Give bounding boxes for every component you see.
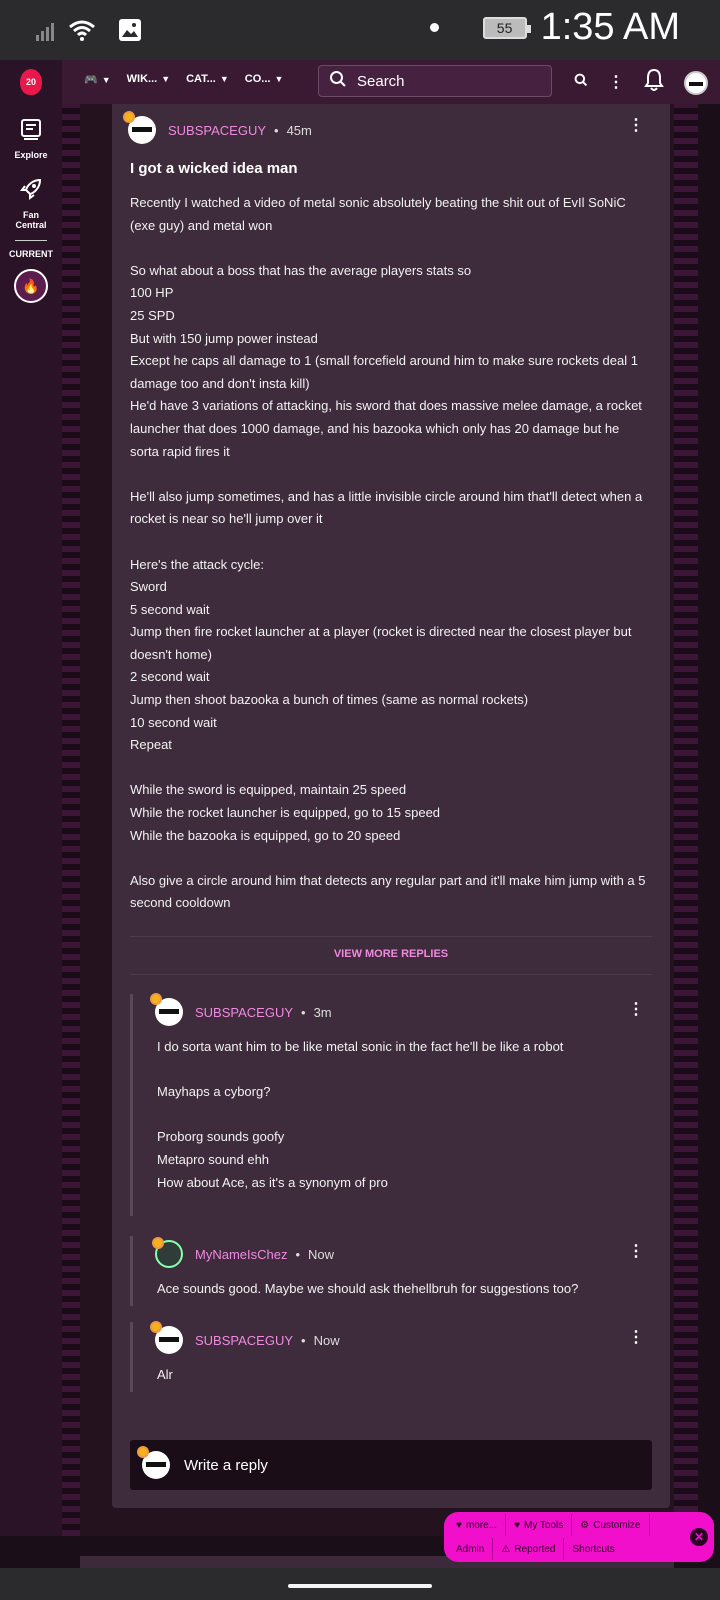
- bullet-separator: •: [295, 1246, 301, 1262]
- toolbar-label: more...: [465, 1519, 498, 1531]
- status-left: [36, 18, 142, 47]
- left-sidebar: [0, 104, 62, 1536]
- my-tools-button[interactable]: [506, 1514, 572, 1536]
- sidebar-item-fan-central[interactable]: [0, 178, 62, 230]
- post-card: [112, 104, 670, 1508]
- home-indicator[interactable]: [288, 1584, 432, 1588]
- reply-item: [130, 1236, 579, 1306]
- sidebar-divider: [15, 240, 47, 241]
- reply-time: Now: [308, 1246, 335, 1262]
- badge-icon: [150, 993, 162, 1005]
- reply-author[interactable]: SUBSPACEGUY: [195, 1004, 294, 1020]
- search-icon[interactable]: [574, 73, 588, 92]
- search-placeholder: Search: [357, 72, 405, 90]
- nav-item-label: CO...: [244, 73, 271, 85]
- status-right: [430, 6, 680, 49]
- sidebar-current-label: CURRENT: [9, 249, 53, 259]
- avatar[interactable]: [155, 1240, 183, 1268]
- reply-header: [155, 1240, 334, 1268]
- reply-body: Ace sounds good. Maybe we should ask thehellbruh for suggestions too?: [157, 1281, 579, 1296]
- reply-header: [155, 1326, 340, 1354]
- toolbar-label: Reported: [514, 1543, 556, 1555]
- post-title: I got a wicked idea man: [130, 160, 298, 177]
- bullet-separator: •: [274, 122, 279, 138]
- battery-icon: 55: [483, 17, 527, 39]
- nav-item-label: CAT...: [186, 73, 216, 85]
- customize-button[interactable]: [572, 1514, 649, 1536]
- clock: 1:35 AM: [540, 6, 680, 48]
- avatar[interactable]: [155, 998, 183, 1026]
- post-time: 45m: [286, 122, 312, 138]
- more-button[interactable]: [448, 1514, 506, 1536]
- toolbar-row-bottom: [448, 1538, 623, 1560]
- avatar[interactable]: [128, 116, 156, 144]
- decorative-pattern-left: [62, 104, 80, 1536]
- post-author[interactable]: SUBSPACEGUY: [168, 122, 267, 138]
- nav-icons: [574, 68, 708, 97]
- chevron-down-icon: ▼: [161, 74, 171, 84]
- view-more-replies-button[interactable]: VIEW MORE REPLIES: [333, 948, 449, 960]
- signal-icon: [36, 19, 58, 46]
- divider: [130, 936, 652, 937]
- badge-icon: [137, 1446, 149, 1458]
- avatar-face: [132, 127, 152, 132]
- reply-time: 3m: [313, 1004, 332, 1020]
- explore-icon: [20, 118, 42, 146]
- nav-item-label: WIK...: [126, 73, 158, 85]
- gear-icon: ⚙: [580, 1519, 590, 1531]
- shortcuts-button[interactable]: [564, 1538, 622, 1560]
- user-avatar[interactable]: [684, 71, 708, 95]
- search-icon: [329, 70, 347, 92]
- decorative-pattern-right: [674, 104, 698, 1536]
- gallery-icon: [118, 18, 142, 47]
- reported-button[interactable]: [493, 1538, 564, 1560]
- nav-item-community[interactable]: [245, 73, 284, 86]
- chevron-down-icon: ▼: [101, 75, 111, 85]
- avatar-face: [146, 1462, 166, 1467]
- reply-placeholder: Write a reply: [184, 1456, 268, 1474]
- close-icon[interactable]: ✕: [690, 1528, 708, 1546]
- sidebar-item-label: Explore: [14, 150, 48, 160]
- heart-icon: ♥: [514, 1519, 520, 1531]
- avatar-face: [159, 1337, 179, 1342]
- post-body: Recently I watched a video of metal sonic absolutely beating the shit out of EvIl SoNiC (exe guy) and metal won So what about a boss that has the average players stats so 100 HP 25 SPD But with 150 jump power instead Except he caps all damage to 1 (small forcefield around him to make sure rockets deal 1 damage too and don't insta kill) He'd have 3 variations of attacking, his sword that does massive melee damage, a rocket launcher that does 1000 damage, and his bazooka which only has 20 damage but he sorta rapid fires it He'll also jump sometimes, and has a little invisible circle around him that'll detect when a rocket is near so he'll jump over it Here's the attack cycle: Sword 5 second wait Jump then fire rocket launcher at a player (rocket is directed near the closest player but doesn't home) 2 second wait Jump then shoot bazooka a bunch of times (same as normal rockets) 10 second wait Repeat While the sword is equipped, maintain 25 speed While the rocket launcher is equipped, go to 15 speed While the bazooka is equipped, go to 20 speed Also give a circle around him that detects any regular part and it'll make him jump with a 5 second cooldown: [130, 195, 646, 911]
- avatar-face: [159, 1009, 179, 1014]
- reply-item: [130, 1322, 340, 1392]
- flame-icon: [20, 69, 42, 95]
- warning-icon: ⚠: [501, 1543, 511, 1555]
- reply-time: Now: [313, 1332, 340, 1348]
- toolbar-row-top: [448, 1514, 650, 1536]
- sidebar-item-label: Fan Central: [15, 210, 47, 230]
- game-controller-icon: 🎮: [84, 74, 98, 86]
- divider: [130, 974, 652, 975]
- admin-button[interactable]: [448, 1538, 493, 1560]
- logo-badge: 20: [25, 77, 36, 87]
- reply-body: Alr: [157, 1367, 173, 1382]
- reply-author[interactable]: SUBSPACEGUY: [195, 1332, 294, 1348]
- nav-menu: [84, 73, 283, 86]
- status-bar: [0, 0, 720, 60]
- notification-dot: [430, 23, 439, 32]
- heart-icon: ♥: [456, 1519, 462, 1531]
- rocket-icon: [20, 178, 42, 206]
- nav-item-categories[interactable]: [186, 73, 229, 86]
- nav-item-wiki[interactable]: [127, 73, 170, 86]
- wifi-icon: [68, 19, 96, 46]
- badge-icon: [150, 1321, 162, 1333]
- toolbar-label: Admin: [456, 1543, 485, 1555]
- more-vertical-icon[interactable]: ⋮: [608, 73, 624, 91]
- avatar: [142, 1451, 170, 1479]
- avatar[interactable]: [155, 1326, 183, 1354]
- more-vertical-icon[interactable]: ⋮: [628, 1243, 644, 1260]
- more-vertical-icon[interactable]: ⋮: [628, 117, 644, 134]
- current-community-icon[interactable]: 🔥: [14, 269, 48, 303]
- search-input[interactable]: [318, 65, 552, 97]
- bell-icon[interactable]: [644, 68, 664, 97]
- community-logo[interactable]: [0, 60, 62, 104]
- chevron-down-icon: ▼: [219, 74, 229, 84]
- badge-icon: [123, 111, 135, 123]
- chevron-down-icon: ▼: [274, 74, 284, 84]
- sidebar-item-explore[interactable]: [0, 118, 62, 160]
- reply-header: [155, 998, 332, 1026]
- toolbar-label: Customize: [593, 1519, 641, 1531]
- more-vertical-icon[interactable]: ⋮: [628, 1001, 644, 1018]
- top-nav: [0, 60, 720, 104]
- bullet-separator: •: [301, 1004, 306, 1020]
- more-vertical-icon[interactable]: ⋮: [628, 1329, 644, 1346]
- reply-input[interactable]: [130, 1440, 652, 1490]
- reply-author[interactable]: MyNameIsChez: [195, 1246, 288, 1262]
- floating-toolbar: [444, 1512, 714, 1562]
- badge-icon: [152, 1237, 164, 1249]
- reply-body: I do sorta want him to be like metal sonic in the fact he'll be like a robot Mayhaps a cyborg? Proborg sounds goofy Metapro sound ehh How about Ace, as it's a synonym of pro: [157, 1039, 564, 1190]
- nav-item-home[interactable]: [84, 73, 111, 86]
- reply-item: [130, 994, 564, 1216]
- bullet-separator: •: [301, 1332, 306, 1348]
- toolbar-label: My Tools: [524, 1519, 564, 1531]
- toolbar-label: Shortcuts: [572, 1543, 615, 1555]
- post-header: [128, 116, 312, 144]
